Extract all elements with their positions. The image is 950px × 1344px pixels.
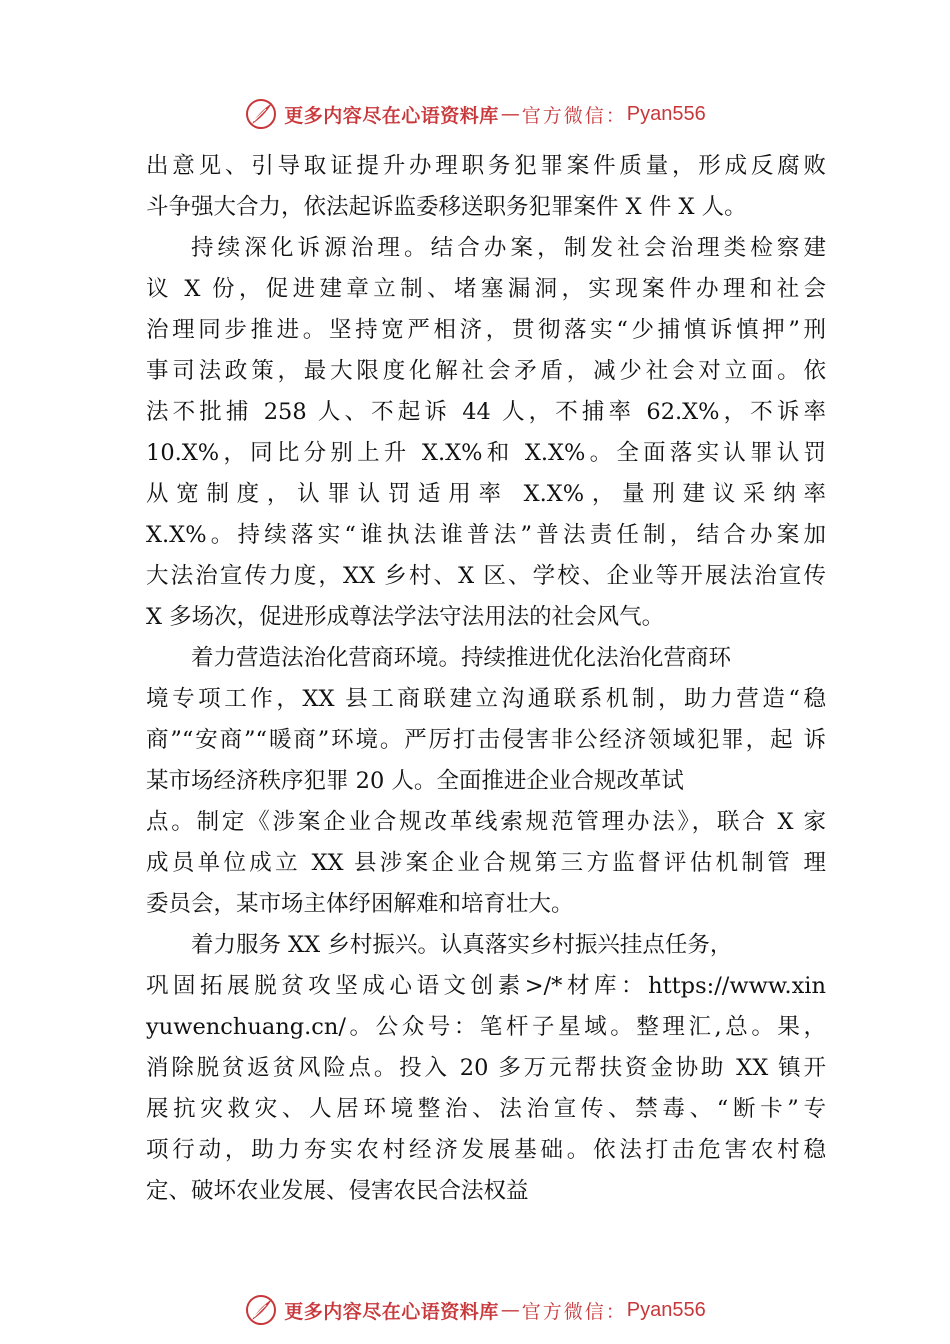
official-wechat-label: 官方微信： [521, 104, 627, 127]
text-line: 项行动，助力夯实农村经济发展基础。依法打击危害农村稳 [146, 1137, 826, 1163]
paragraph-start-line: 着力营造法治化营商环境。持续推进优化法治化营商环 [191, 645, 732, 671]
wechat-id: Pyan556 [626, 1298, 706, 1321]
library-slogan: 更多内容尽在心语资料库 [284, 1300, 499, 1323]
text-line: 委员会，某市场主体纾困解难和培育壮大。 [146, 891, 574, 917]
text-line: 大法治宣传力度，XX 乡村、X 区、学校、企业等开展法治宣传 [146, 563, 826, 589]
text-line: 定、破坏农业发展、侵害农民合法权益 [146, 1178, 529, 1204]
text-line: 从宽制度，认罪认罚适用率 X.X%，量刑建议采纳率 [146, 481, 826, 507]
banner-dash: — [500, 1299, 520, 1321]
text-line: 点。制定《涉案企业合规改革线索规范管理办法》，联合 X 家 [146, 809, 826, 835]
footer-watermark-banner [0, 1290, 950, 1330]
text-line: 出意见、引导取证提升办理职务犯罪案件质量，形成反腐败 [146, 153, 826, 179]
text-line: 事司法政策，最大限度化解社会矛盾，减少社会对立面。依 [146, 358, 826, 384]
text-line: 斗争强大合力，依法起诉监委移送职务犯罪案件 X 件 X 人。 [146, 194, 747, 220]
text-line: X 多场次，促进形成尊法学法守法用法的社会风气。 [146, 604, 665, 630]
text-line: 治理同步推进。坚持宽严相济，贯彻落实“少捕慎诉慎押”刑 [146, 317, 826, 343]
quill-circle-logo-icon [244, 97, 278, 131]
text-line: 消除脱贫返贫风险点。投入 20 多万元帮扶资金协助 XX 镇开 [146, 1055, 826, 1081]
text-line: 商”“安商”“暖商”环境。严厉打击侵害非公经济领域犯罪，起 诉 [146, 727, 826, 753]
paragraph-start-line: 持续深化诉源治理。结合办案，制发社会治理类检察建 [191, 235, 826, 261]
text-line: 某市场经济秩序犯罪 20 人。全面推进企业合规改革试 [146, 768, 684, 794]
official-wechat-label: 官方微信： [521, 1300, 627, 1323]
text-line: 成员单位成立 XX 县涉案企业合规第三方监督评估机制管 理 [146, 850, 826, 876]
document-body [146, 146, 826, 1212]
text-line: X.X%。持续落实“谁执法谁普法”普法责任制，结合办案加 [146, 522, 826, 548]
banner-dash: — [500, 103, 520, 125]
header-watermark-banner [0, 94, 950, 134]
quill-circle-logo-icon [244, 1293, 278, 1327]
text-line: 境专项工作，XX 县工商联建立沟通联系机制，助力营造“稳 [146, 686, 826, 712]
text-line: 议 X 份，促进建章立制、堵塞漏洞，实现案件办理和社会 [146, 276, 826, 302]
text-line: 巩固拓展脱贫攻坚成心语文创素>/*材库：https://www.xin [146, 973, 826, 999]
text-line: 10.X%，同比分别上升 X.X%和 X.X%。全面落实认罪认罚 [146, 440, 826, 466]
text-line: yuwenchuang.cn/。公众号：笔杆子星域。整理汇,总。果， [146, 1014, 826, 1040]
wechat-id: Pyan556 [626, 102, 706, 125]
text-line: 展抗灾救灾、人居环境整治、法治宣传、禁毒、“断卡”专 [146, 1096, 826, 1122]
library-slogan: 更多内容尽在心语资料库 [284, 104, 499, 127]
text-line: 法不批捕 258 人、不起诉 44 人，不捕率 62.X%，不诉率 [146, 399, 826, 425]
paragraph-start-line: 着力服务 XX 乡村振兴。认真落实乡村振兴挂点任务， [191, 932, 733, 958]
